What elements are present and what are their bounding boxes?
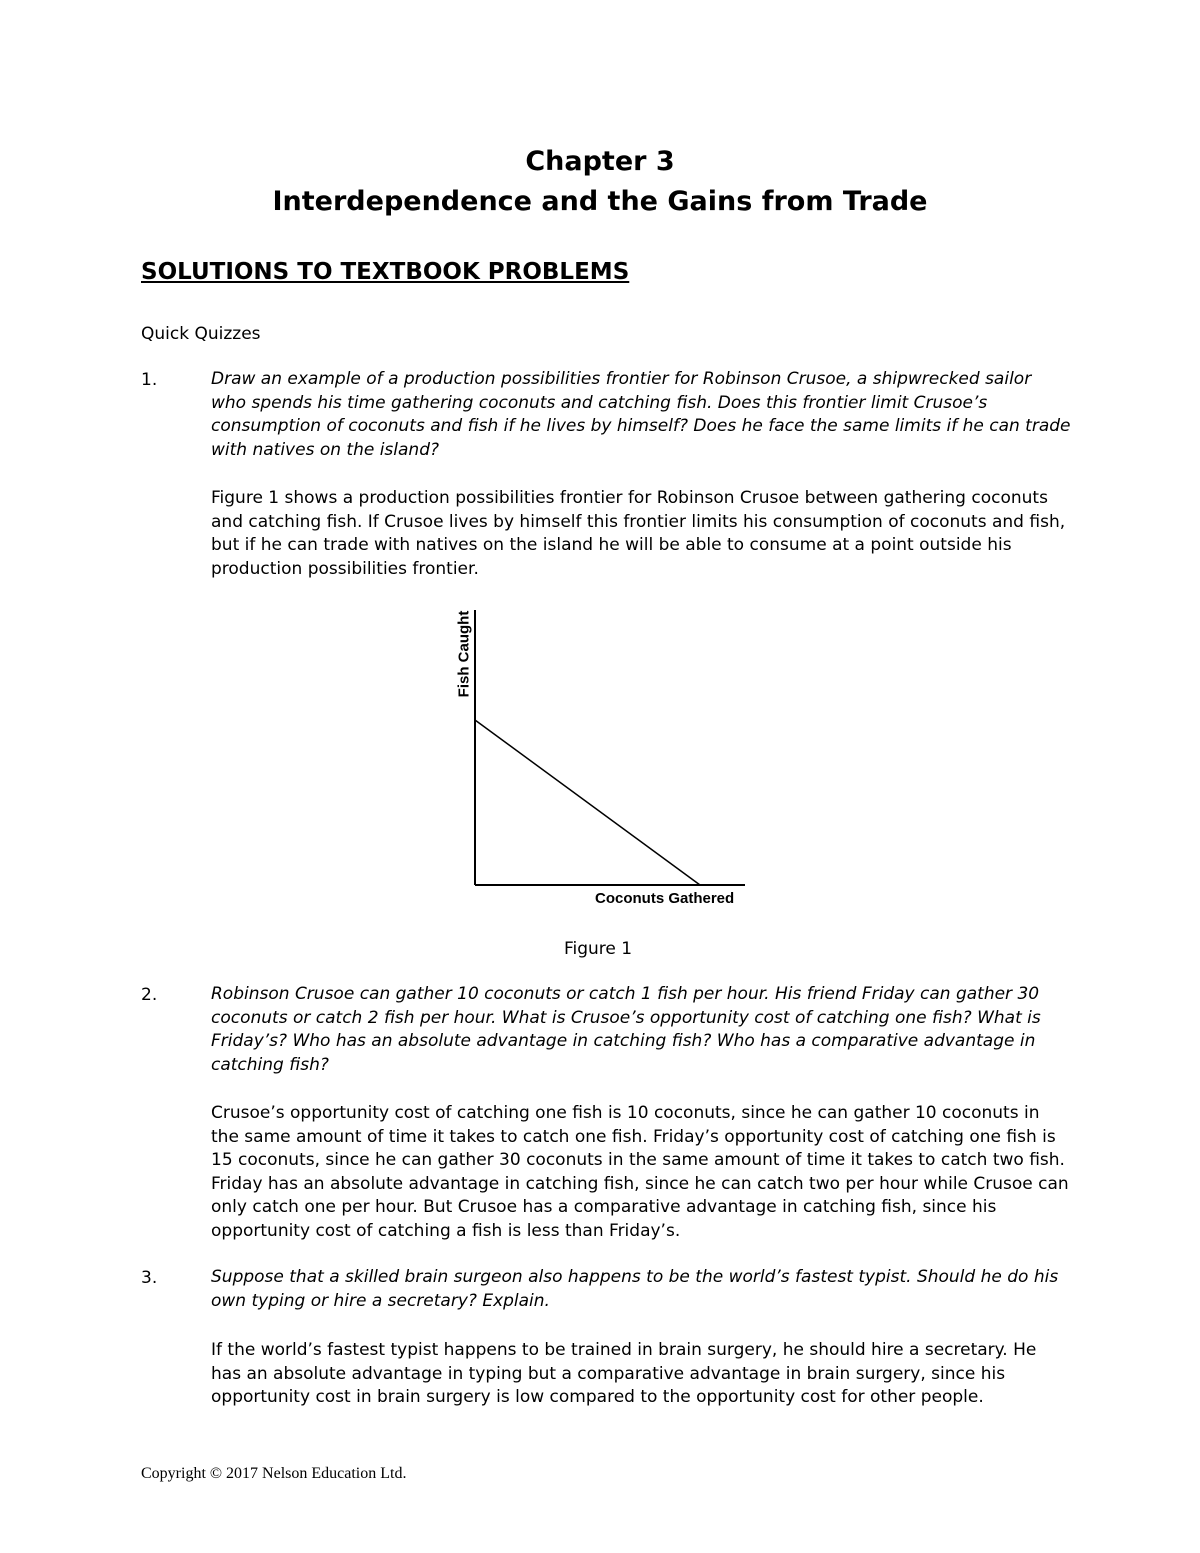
question-3-text: Suppose that a skilled brain surgeon also happens to be the world’s fastest typist. Should he do his own typing or hire a secretary? Explain. xyxy=(211,1267,1059,1311)
answer-2-text: Crusoe’s opportunity cost of catching one fish is 10 coconuts, since he can gather 10 coconuts in the same amount of time it takes to catch one fish. Friday’s opportunity cost of catching one fish is 15 coconuts, since he can gather 30 coconuts in the same amount of time it takes to catch two fish. Friday has an absolute advantage in catching fish, since he can catch two per hour while Crusoe can only catch one per hour. But Crusoe has a comparative advantage in catching fish, since his opportunity cost of catching a fish is less than Friday’s. xyxy=(211,1103,1069,1241)
question-1-text: Draw an example of a production possibilities frontier for Robinson Crusoe, a shipwrecked sailor who spends his time gathering coconuts and catching fish. Does this frontier limit Crusoe’s consumption of coconuts and fish if he lives by himself? Does he face the same limits if he can trade with natives on the island? xyxy=(211,369,1071,460)
question-3-number: 3. xyxy=(141,1268,158,1288)
copyright-footer: Copyright © 2017 Nelson Education Ltd. xyxy=(141,1465,407,1482)
question-2-number: 2. xyxy=(141,985,158,1005)
question-1-number: 1. xyxy=(141,370,158,390)
quick-quizzes-heading: Quick Quizzes xyxy=(141,324,261,344)
ppf-chart xyxy=(440,600,760,920)
y-axis-label: Fish Caught xyxy=(455,610,473,698)
section-heading: SOLUTIONS TO TEXTBOOK PROBLEMS xyxy=(141,259,630,285)
ppf-figure xyxy=(440,600,760,920)
x-axis-label: Coconuts Gathered xyxy=(595,890,735,907)
ppf-line xyxy=(475,720,700,885)
question-2-text: Robinson Crusoe can gather 10 coconuts or catch 1 fish per hour. His friend Friday can gather 30 coconuts or catch 2 fish per hour. What is Crusoe’s opportunity cost of catching one fish? What is Friday’s? Who has an absolute advantage in catching fish? Who has a comparative advantage in catching fish? xyxy=(211,984,1041,1075)
y-axis-label-box xyxy=(444,604,484,704)
figure-caption: Figure 1 xyxy=(563,939,633,959)
answer-1-text: Figure 1 shows a production possibilities frontier for Robinson Crusoe between gathering coconuts and catching fish. If Crusoe lives by himself this frontier limits his consumption of coconuts and fish, but if he can trade with natives on the island he will be able to consume at a point outside his production possibilities frontier. xyxy=(211,488,1066,579)
chapter-title: Interdependence and the Gains from Trade xyxy=(272,186,928,217)
answer-3-text: If the world’s fastest typist happens to be trained in brain surgery, he should hire a secretary. He has an absolute advantage in typing but a comparative advantage in brain surgery, since his opportunity cost in brain surgery is low compared to the opportunity cost for other people. xyxy=(211,1340,1037,1407)
chapter-number: Chapter 3 xyxy=(525,146,675,177)
